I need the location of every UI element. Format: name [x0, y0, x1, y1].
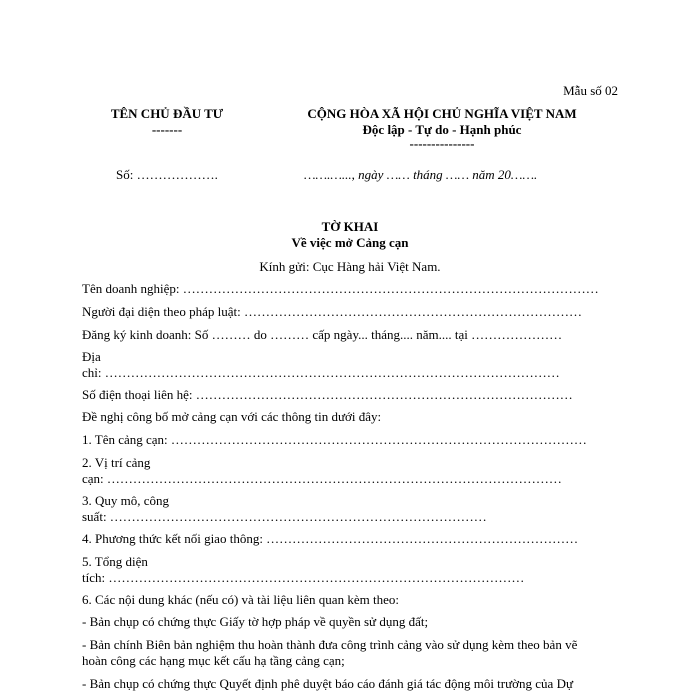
- transport-connection-field: 4. Phương thức kết nối giao thông: ………………………………………………………………: [82, 531, 579, 546]
- attachment-land-use: - Bản chụp có chứng thực Giấy tờ hợp pháp về quyền sử dụng đất;: [82, 614, 429, 629]
- phone-field: Số điện thoại liên hệ: ……………………………………………………………………………: [82, 387, 573, 402]
- total-area-field: tích: ……………………………………………………………………………………: [82, 570, 525, 585]
- port-location-label: 2. Vị trí cảng: [82, 455, 151, 470]
- national-title: CỘNG HÒA XÃ HỘI CHỦ NGHĨA VIỆT NAM: [307, 106, 577, 121]
- total-area-label: 5. Tổng diện: [82, 554, 148, 569]
- attachment-acceptance-record: - Bản chính Biên bản nghiệm thu hoàn thành đưa công trình cảng vào sử dụng kèm theo bản vẽ: [82, 637, 578, 652]
- recipient-line: Kính gửi: Cục Hàng hải Việt Nam.: [259, 259, 441, 274]
- date-line: …….…..., ngày …… tháng …… năm 20…….: [304, 167, 538, 182]
- legal-representative-field: Người đại diện theo pháp luật: ……………………………………………………………………: [82, 304, 582, 319]
- document-number: Số: ……………….: [116, 167, 218, 182]
- address-label: Địa: [82, 349, 101, 364]
- document-title: TỜ KHAI: [321, 219, 379, 234]
- motto-rule: ---------------: [409, 136, 475, 151]
- capacity-field: suất: ……………………………………………………………………………: [82, 509, 487, 524]
- company-name-field: Tên doanh nghiệp: ……………………………………………………………………………………: [82, 281, 599, 296]
- investor-rule: -------: [151, 122, 183, 137]
- attachment-environmental-approval: - Bản chụp có chứng thực Quyết định phê duyệt báo cáo đánh giá tác động môi trường của Dự: [82, 676, 574, 691]
- port-name-field: 1. Tên cảng cạn: ……………………………………………………………………………………: [82, 432, 587, 447]
- other-content-heading: 6. Các nội dung khác (nếu có) và tài liệu liên quan kèm theo:: [82, 592, 399, 607]
- document-subtitle: Về việc mở Cảng cạn: [291, 235, 409, 250]
- form-number: Mẫu số 02: [563, 83, 618, 98]
- request-intro: Đề nghị công bố mở cảng cạn với các thông tin dưới đây:: [82, 409, 382, 424]
- business-registration-field: Đăng ký kinh doanh: Số ……… do ……… cấp ngày... tháng.... năm.... tại …………………: [82, 327, 563, 342]
- attachment-acceptance-record-cont: hoàn công các hạng mục kết cấu hạ tầng cảng cạn;: [82, 653, 345, 668]
- capacity-label: 3. Quy mô, công: [82, 493, 170, 508]
- port-location-field: cạn: ……………………………………………………………………………………………: [82, 471, 562, 486]
- national-motto: Độc lập - Tự do - Hạnh phúc: [362, 122, 522, 137]
- investor-name-heading: TÊN CHỦ ĐẦU TƯ: [110, 106, 224, 121]
- address-field: chỉ: ……………………………………………………………………………………………: [82, 365, 560, 380]
